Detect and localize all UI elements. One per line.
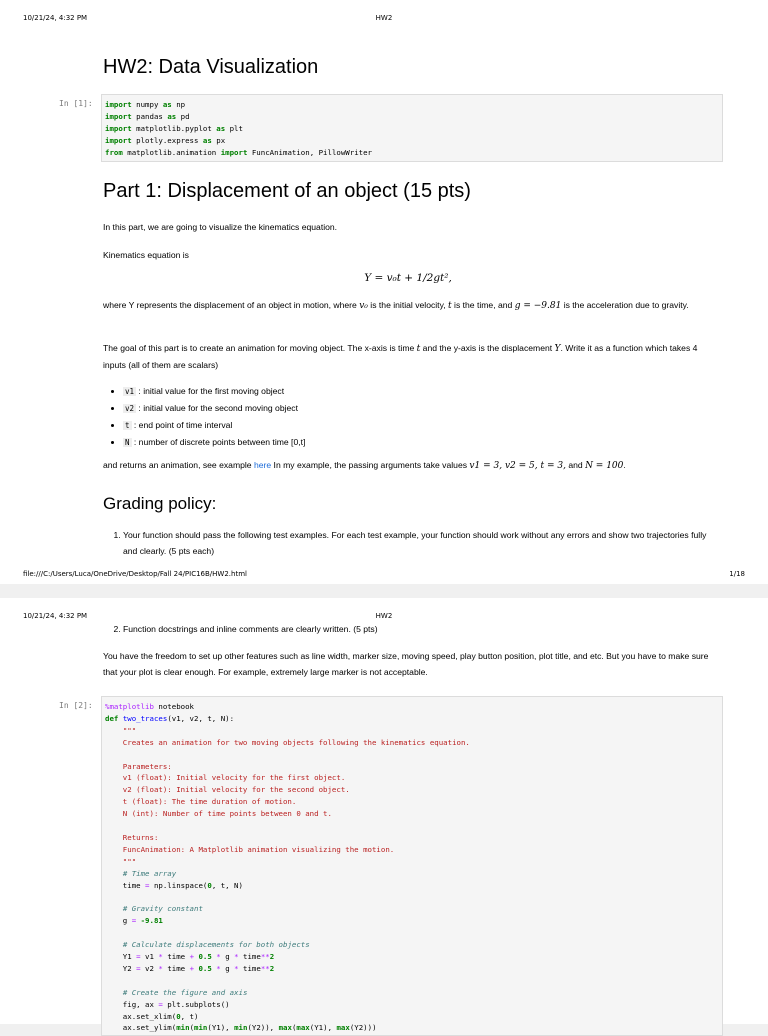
notebook-title: HW2: Data Visualization	[103, 56, 319, 78]
input-item-t: • t : end point of time interval	[123, 417, 713, 434]
pdf-page-2	[0, 598, 768, 1033]
code-cell-2-source: %matplotlib notebook def two_traces(v1, v2, t, N): """ Creates an animation for two moving objects following the kinematics equation. Parameters: v1 (float): Initial velocity for the first object. v2 (float): Initial velocity for the second object. t (float): The time duration of motion. N (int): Number of time points between 0 and t. Returns: FuncAnimation: A Matplotlib animation visualizing the motion. """ # Time array time = np.linspace(0, t, N) # Gravity constant g = -9.81 # Calculate displacements for both objects Y1 = v1 * time + 0.5 * g * time**2 Y2 = v2 * time + 0.5 * g * time**2 # Create the figure and axis fig, ax = plt.subplots() ax.set_xlim(0, t) ax.set_ylim(min(min(Y1), min(Y2)), max(max(Y1), max(Y2)))	[105, 702, 470, 1033]
grading-item-2: 2. Function docstrings and inline comments are clearly written. (5 pts)	[123, 621, 713, 637]
part1-heading: Part 1: Displacement of an object (15 pts)	[103, 180, 471, 202]
code-cell-1[interactable]	[101, 94, 723, 162]
cell-2-prompt: In [2]:	[59, 701, 93, 710]
code-cell-2[interactable]	[101, 696, 723, 1036]
grading-heading: Grading policy:	[103, 494, 217, 513]
code-cell-1-source: import numpy as np import pandas as pd import matplotlib.pyplot as plt import plotly.express as px from matplotlib.animation import FuncAnimation, PillowWriter	[105, 100, 372, 157]
print-date: 10/21/24, 4:32 PM	[23, 14, 88, 22]
input-item-N: • N : number of discrete points between time [0,t]	[123, 434, 713, 451]
grading-list-part2	[103, 621, 713, 637]
where-text: where Y represents the displacement of an object in motion, where v₀ is the initial velocity, t is the time, and g = −9.81 is the acceleration due to gravity.	[103, 300, 689, 311]
freedom-text: You have the freedom to set up other features such as line width, marker size, moving speed, play button position, plot title, and etc. But you have to make sure that your plot is clear enough. For example, extremely large marker is not acceptable.	[103, 651, 709, 677]
input-item-v1: • v1 : initial value for the first moving object	[123, 383, 713, 400]
inputs-list	[103, 383, 713, 451]
grading-list-part1	[103, 527, 713, 559]
intro-text: In this part, we are going to visualize the kinematics equation.	[103, 222, 338, 232]
grading-item-1: 1. Your function should pass the following test examples. For each test example, your function should work without any errors and show two trajectories fully and clearly. (5 pts each)	[123, 527, 713, 559]
goal-text: The goal of this part is to create an animation for moving object. The x-axis is time t and the y-axis is the displacement Y. Write it as a function which takes 4 inputs (all of them are scalars)	[103, 343, 698, 370]
input-item-v2: • v2 : initial value for the second moving object	[123, 400, 713, 417]
print-title: HW2	[375, 14, 393, 22]
example-link[interactable]: here	[253, 460, 272, 470]
print-footer-path: file:///C:/Users/Luca/OneDrive/Desktop/Fall 24/PIC16B/HW2.html	[23, 570, 247, 578]
print-title: HW2	[375, 612, 393, 620]
kinematics-label: Kinematics equation is	[103, 250, 189, 260]
print-date: 10/21/24, 4:32 PM	[23, 612, 88, 620]
kinematics-equation: Y = v₀t + 1/2gt²,	[364, 272, 452, 284]
print-page-number: 1/18	[729, 570, 745, 578]
returns-text: and returns an animation, see example here In my example, the passing arguments take values v1 = 3, v2 = 5, t = 3, and N = 100.	[103, 460, 626, 471]
cell-1-prompt: In [1]:	[59, 99, 93, 108]
